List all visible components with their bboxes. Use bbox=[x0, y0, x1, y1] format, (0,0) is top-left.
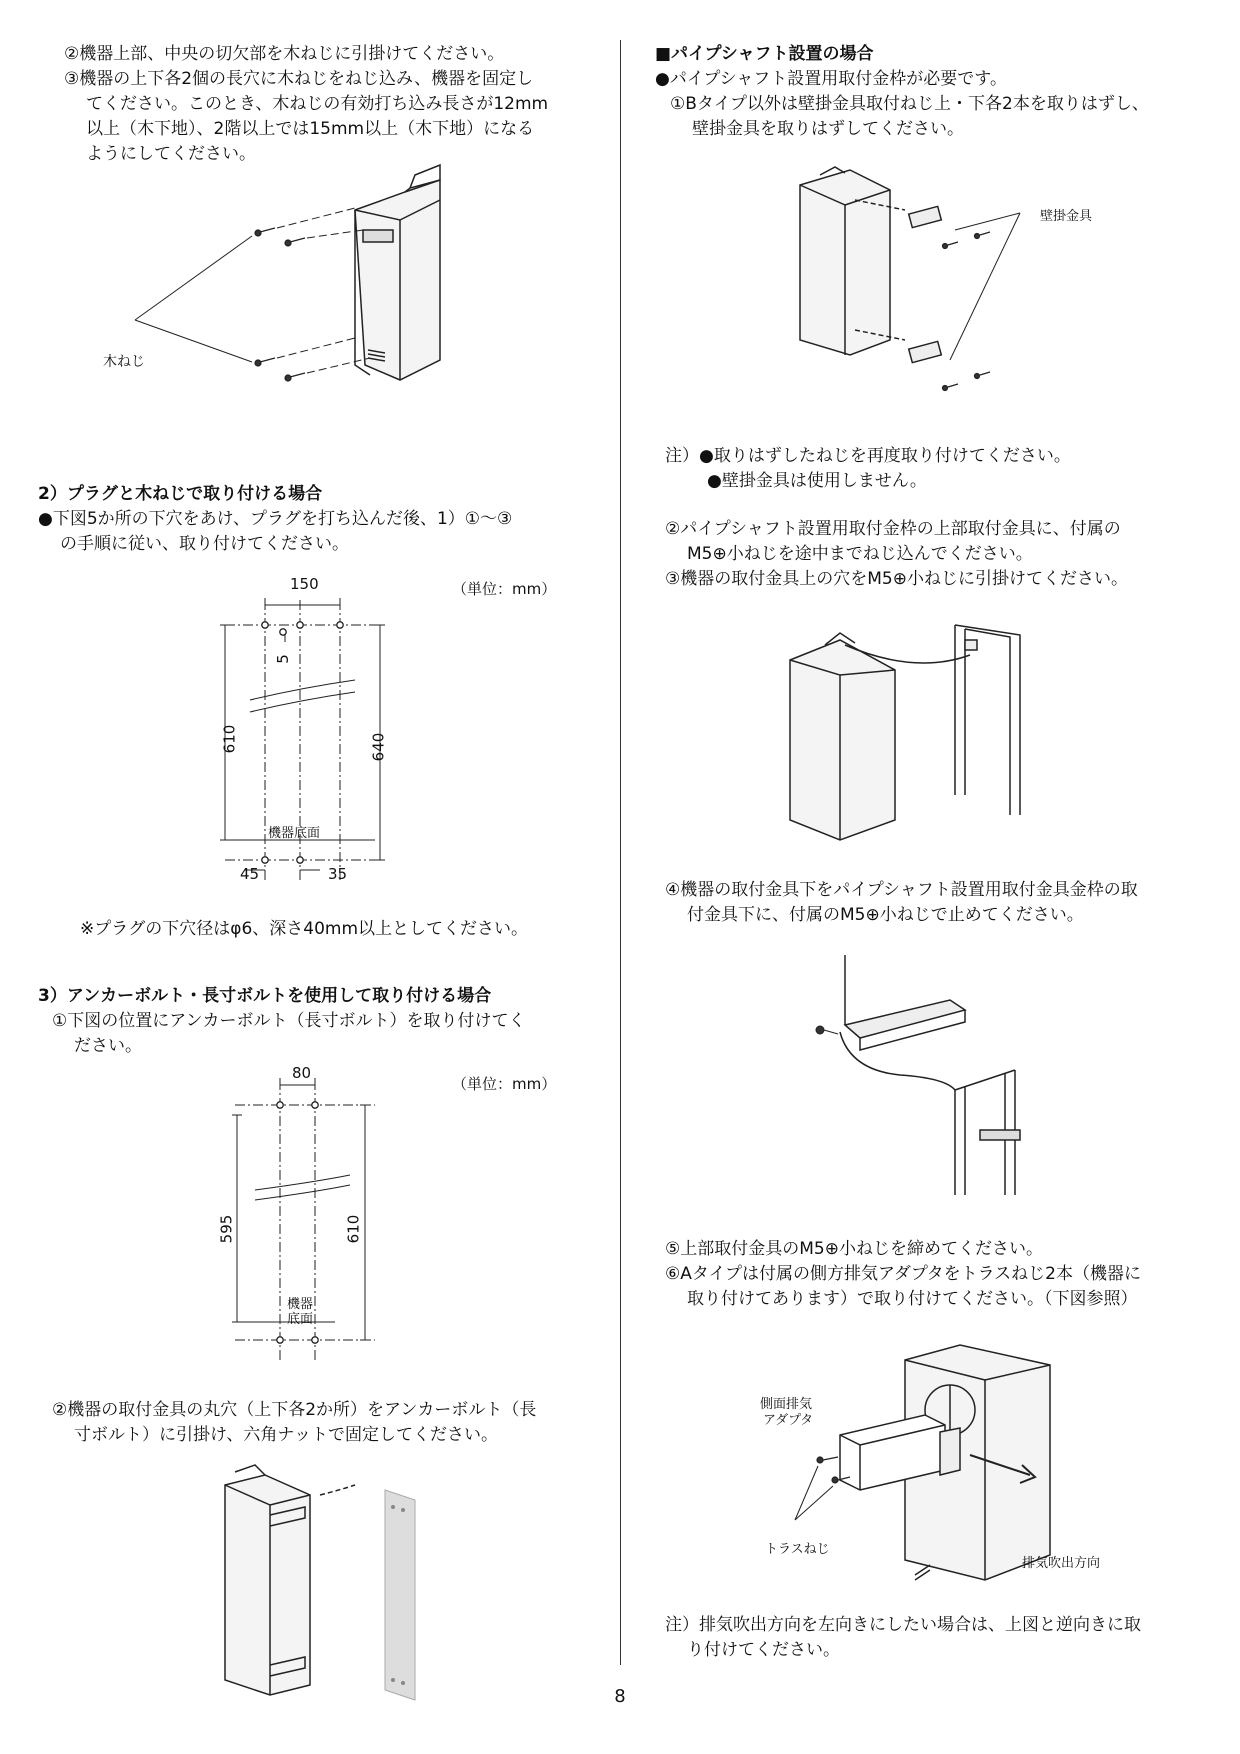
wall-bracket-label: 壁掛金具 bbox=[1040, 209, 1093, 224]
step-3-text-cont3: ようにしてください。 bbox=[86, 144, 256, 164]
unit-bottom-label-2: 底面 bbox=[287, 1312, 314, 1327]
section-3-body-cont: ださい。 bbox=[74, 1036, 142, 1056]
anchor-bolt-install-figure bbox=[215, 1470, 435, 1700]
page-number: 8 bbox=[614, 1686, 626, 1707]
pipe-shaft-title: ■パイプシャフト設置の場合 bbox=[655, 44, 874, 64]
pipe-note-2-cont: り付けてください。 bbox=[687, 1640, 840, 1660]
truss-screw-label: トラスねじ bbox=[765, 1542, 830, 1557]
pipe-step-2: ②パイプシャフト設置用取付金枠の上部取付金具に、付属の bbox=[665, 519, 1121, 539]
pipe-step-4: ④機器の取付金具下をパイプシャフト設置用取付金具金枠の取 bbox=[665, 880, 1138, 900]
dim-610-b: 610 bbox=[344, 1214, 363, 1244]
pipe-step-2-cont: M5⊕小ねじを途中までねじ込んでください。 bbox=[687, 544, 1033, 564]
section-2-title: 2）プラグと木ねじで取り付ける場合 bbox=[38, 484, 323, 504]
dim-150: 150 bbox=[290, 575, 319, 593]
pipe-step-3: ③機器の取付金具上の穴をM5⊕小ねじに引掛けてください。 bbox=[665, 569, 1128, 589]
unit-bottom-label-1: 機器 bbox=[287, 1297, 314, 1312]
pipe-shaft-intro: ●パイプシャフト設置用取付金枠が必要です。 bbox=[655, 69, 1007, 89]
pipe-step-1-cont: 壁掛金具を取りはずしてください。 bbox=[692, 119, 964, 139]
pipe-note-1-cont: ●壁掛金具は使用しません。 bbox=[707, 471, 927, 491]
dim-640: 640 bbox=[369, 732, 388, 762]
pipe-step-6: ⑥Aタイプは付属の側方排気アダプタをトラスねじ2本（機器に bbox=[665, 1264, 1141, 1284]
section-2-body: ●下図5か所の下穴をあけ、プラグを打ち込んだ後、1）①～③ bbox=[38, 509, 513, 529]
dim-80: 80 bbox=[292, 1064, 312, 1082]
wood-screw-install-figure bbox=[80, 170, 500, 440]
section-3-body: ①下図の位置にアンカーボルト（長寸ボルト）を取り付けてく bbox=[52, 1011, 526, 1031]
pipe-note-2: 注）排気吹出方向を左向きにしたい場合は、上図と逆向きに取 bbox=[665, 1615, 1141, 1635]
dim-5: 5 bbox=[273, 654, 292, 664]
adapter-label-2: アダプタ bbox=[763, 1413, 814, 1428]
unit-label-2: （単位：mm） bbox=[452, 1075, 557, 1093]
column-divider bbox=[620, 40, 621, 1665]
plug-hole-layout-figure bbox=[205, 570, 435, 895]
wall-bracket-removal-figure bbox=[790, 165, 1150, 415]
exhaust-direction-label: 排気吹出方向 bbox=[1022, 1556, 1101, 1571]
step-2-text: ②機器上部、中央の切欠部を木ねじに引掛けてください。 bbox=[64, 44, 505, 64]
dim-595: 595 bbox=[217, 1214, 236, 1244]
pipe-step-1: ①Bタイプ以外は壁掛金具取付ねじ上・下各2本を取りはずし、 bbox=[670, 94, 1149, 114]
dim-35: 35 bbox=[328, 865, 348, 883]
pipe-note-1: 注）●取りはずしたねじを再度取り付けてください。 bbox=[665, 446, 1071, 466]
wood-screw-label: 木ねじ bbox=[103, 354, 145, 370]
dim-610: 610 bbox=[220, 724, 239, 754]
dim-45: 45 bbox=[240, 865, 260, 883]
step-3-2-text-cont: 寸ボルト）に引掛け、六角ナットで固定してください。 bbox=[74, 1425, 498, 1445]
pipe-frame-screw-figure bbox=[800, 950, 1060, 1205]
step-3-text-cont2: 以上（木下地）、2階以上では15mm以上（木下地）になる bbox=[86, 119, 535, 139]
unit-bottom-label: 機器底面 bbox=[268, 826, 321, 841]
unit-label: （単位：mm） bbox=[452, 580, 557, 598]
pipe-step-6-cont: 取り付けてあります）で取り付けてください。（下図参照） bbox=[687, 1289, 1138, 1309]
step-3-text: ③機器の上下各2個の長穴に木ねじをねじ込み、機器を固定し bbox=[64, 69, 534, 89]
pipe-step-5: ⑤上部取付金具のM5⊕小ねじを締めてください。 bbox=[665, 1239, 1043, 1259]
section-3-title: 3）アンカーボルト・長寸ボルトを使用して取り付ける場合 bbox=[38, 986, 492, 1006]
plug-note: ※プラグの下穴径はφ6、深さ40mm以上としてください。 bbox=[80, 919, 529, 939]
step-3-2-text: ②機器の取付金具の丸穴（上下各2か所）をアンカーボルト（長 bbox=[52, 1400, 537, 1420]
section-2-body-cont: の手順に従い、取り付けてください。 bbox=[60, 534, 349, 554]
step-3-text-cont1: てください。このとき、木ねじの有効打ち込み長さが12mm bbox=[86, 94, 549, 114]
adapter-label-1: 側面排気 bbox=[760, 1397, 813, 1412]
pipe-frame-hang-figure bbox=[785, 615, 1045, 845]
pipe-step-4-cont: 付金具下に、付属のM5⊕小ねじで止めてください。 bbox=[687, 905, 1084, 925]
